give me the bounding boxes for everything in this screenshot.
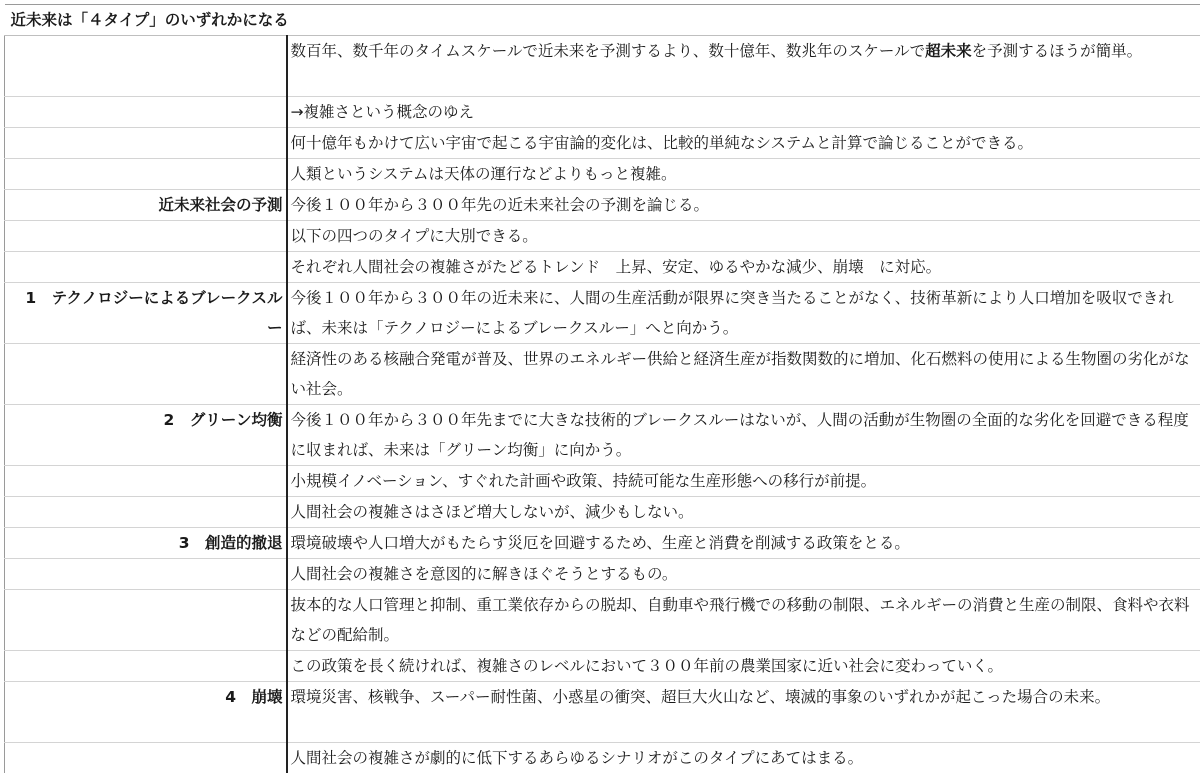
row-label[interactable] xyxy=(5,128,287,159)
row-label[interactable]: 4 崩壊 xyxy=(5,682,287,743)
table-row xyxy=(5,405,1200,466)
row-label[interactable] xyxy=(5,252,287,283)
row-text[interactable]: 小規模イノベーション、すぐれた計画や政策、持続可能な生産形態への移行が前提。 xyxy=(287,466,1200,497)
row-text[interactable]: 人間社会の複雑さを意図的に解きほぐそうとするもの。 xyxy=(287,559,1200,590)
table-row xyxy=(5,497,1200,528)
row-text[interactable]: 今後１００年から３００年先の近未来社会の予測を論じる。 xyxy=(287,190,1200,221)
row-label[interactable] xyxy=(5,36,287,97)
table-row xyxy=(5,221,1200,252)
table-row xyxy=(5,466,1200,497)
row-text[interactable]: 環境破壊や人口増大がもたらす災厄を回避するため、生産と消費を削減する政策をとる。 xyxy=(287,528,1200,559)
row-text[interactable] xyxy=(287,36,1200,97)
table-row xyxy=(5,559,1200,590)
row-text[interactable]: 環境災害、核戦争、スーパー耐性菌、小惑星の衝突、超巨大火山など、壊滅的事象のいずれかが起こった場合の未来。 xyxy=(287,682,1200,743)
row-text[interactable]: 抜本的な人口管理と抑制、重工業依存からの脱却、自動車や飛行機での移動の制限、エネルギーの消費と生産の制限、食料や衣料などの配給制。 xyxy=(287,590,1200,651)
row-label[interactable] xyxy=(5,497,287,528)
row-label[interactable] xyxy=(5,590,287,651)
row-label[interactable] xyxy=(5,559,287,590)
row-text[interactable]: 人間社会の複雑さが劇的に低下するあらゆるシナリオがこのタイプにあてはまる。 xyxy=(287,743,1200,773)
table-row xyxy=(5,344,1200,405)
row-label[interactable]: 3 創造的撤退 xyxy=(5,528,287,559)
table-row xyxy=(5,36,1200,97)
row-text[interactable]: 以下の四つのタイプに大別できる。 xyxy=(287,221,1200,252)
row-label[interactable] xyxy=(5,283,287,344)
row-label[interactable] xyxy=(5,97,287,128)
text-part: を予測するほうが簡単。 xyxy=(972,42,1143,60)
table-row xyxy=(5,528,1200,559)
row-text[interactable]: 今後１００年から３００年先までに大きな技術的ブレークスルーはないが、人間の活動が生物圏の全面的な劣化を回避できる程度に収まれば、未来は「グリーン均衡」に向かう。 xyxy=(287,405,1200,466)
sheet-title[interactable]: 近未来は「４タイプ」のいずれかになる xyxy=(5,5,1200,36)
table-row xyxy=(5,159,1200,190)
table-row xyxy=(5,190,1200,221)
row-text[interactable]: 今後１００年から３００年の近未来に、人間の生産活動が限界に突き当たることがなく、技術革新により人口増加を吸収できれば、未来は「テクノロジーによるブレークスルー」へと向かう。 xyxy=(287,283,1200,344)
row-text[interactable]: それぞれ人間社会の複雑さがたどるトレンド 上昇、安定、ゆるやかな減少、崩壊 に対応。 xyxy=(287,252,1200,283)
table-row xyxy=(5,651,1200,682)
row-text[interactable]: この政策を長く続ければ、複雑さのレベルにおいて３００年前の農業国家に近い社会に変わっていく。 xyxy=(287,651,1200,682)
row-label[interactable] xyxy=(5,743,287,773)
label-line: 1 テクノロジーによるブレーク xyxy=(11,289,251,307)
row-label[interactable]: 2 グリーン均衡 xyxy=(5,405,287,466)
notes-table xyxy=(4,4,1200,773)
row-text[interactable]: 何十億年もかけて広い宇宙で起こる宇宙論的変化は、比較的単純なシステムと計算で論じることができる。 xyxy=(287,128,1200,159)
table-row xyxy=(5,590,1200,651)
row-label[interactable]: 近未来社会の予測 xyxy=(5,190,287,221)
table-row xyxy=(5,128,1200,159)
row-label[interactable] xyxy=(5,466,287,497)
emphasis-text: 超未来 xyxy=(925,42,972,60)
text-part: 数百年、数千年のタイムスケールで近未来を予測するより、数十億年、数兆年のスケールで xyxy=(291,42,926,60)
row-text[interactable]: 人類というシステムは天体の運行などよりもっと複雑。 xyxy=(287,159,1200,190)
table-row xyxy=(5,97,1200,128)
table-row xyxy=(5,743,1200,773)
row-label[interactable] xyxy=(5,221,287,252)
label-line: スルー xyxy=(251,289,282,337)
row-label[interactable] xyxy=(5,651,287,682)
table-row xyxy=(5,682,1200,743)
row-text[interactable]: →複雑さという概念のゆえ xyxy=(287,97,1200,128)
row-text[interactable]: 人間社会の複雑さはさほど増大しないが、減少もしない。 xyxy=(287,497,1200,528)
row-label[interactable] xyxy=(5,344,287,405)
title-row xyxy=(5,5,1200,36)
row-text[interactable]: 経済性のある核融合発電が普及、世界のエネルギー供給と経済生産が指数関数的に増加、化石燃料の使用による生物圏の劣化がない社会。 xyxy=(287,344,1200,405)
table-row xyxy=(5,252,1200,283)
row-label[interactable] xyxy=(5,159,287,190)
table-row xyxy=(5,283,1200,344)
